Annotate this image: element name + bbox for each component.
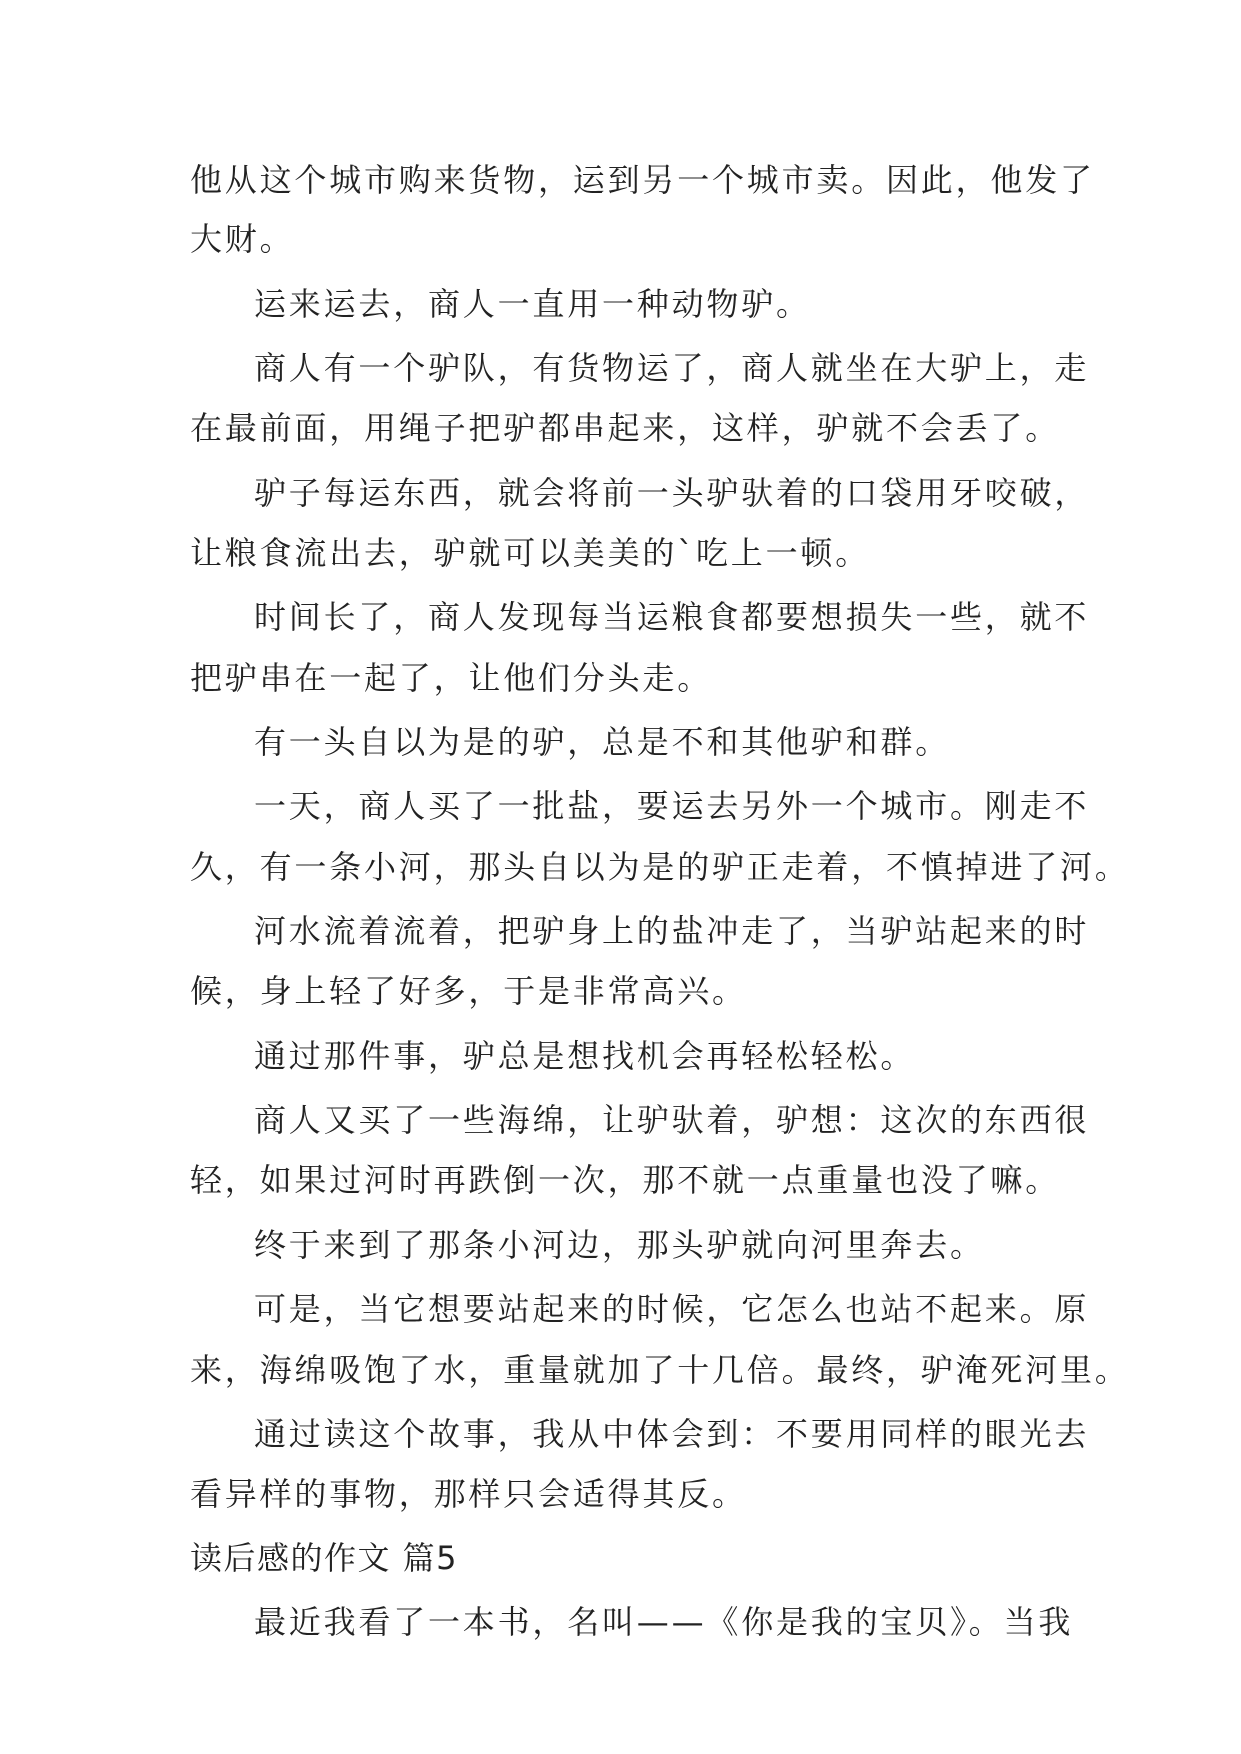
text-line: 大财。 — [190, 220, 295, 258]
text-line: 最近我看了一本书，名叫——《你是我的宝贝》。当我 — [254, 1603, 1074, 1641]
text-line: 一天，商人买了一批盐，要运去另外一个城市。刚走不 — [254, 787, 1090, 825]
text-line: 久，有一条小河，那头自以为是的驴正走着，不慎掉进了河。 — [190, 848, 1130, 886]
text-line: 时间长了，商人发现每当运粮食都要想损失一些，就不 — [254, 598, 1090, 636]
text-line: 驴子每运东西，就会将前一头驴驮着的口袋用牙咬破， — [254, 474, 1090, 512]
text-line: 商人有一个驴队，有货物运了，商人就坐在大驴上，走 — [254, 349, 1090, 387]
text-line: 终于来到了那条小河边，那头驴就向河里奔去。 — [254, 1226, 985, 1264]
text-line: 轻，如果过河时再跌倒一次，那不就一点重量也没了嘛。 — [190, 1161, 1061, 1199]
text-line: 看异样的事物，那样只会适得其反。 — [190, 1475, 747, 1513]
text-line: 通过那件事，驴总是想找机会再轻松轻松。 — [254, 1037, 916, 1075]
text-line: 让粮食流出去，驴就可以美美的`吃上一顿。 — [190, 534, 871, 572]
text-line: 把驴串在一起了，让他们分头走。 — [190, 659, 713, 697]
text-line: 商人又买了一些海绵，让驴驮着，驴想：这次的东西很 — [254, 1101, 1090, 1139]
text-line: 候，身上轻了好多，于是非常高兴。 — [190, 972, 747, 1010]
text-line: 在最前面，用绳子把驴都串起来，这样，驴就不会丢了。 — [190, 409, 1061, 447]
text-line: 运来运去，商人一直用一种动物驴。 — [254, 285, 811, 323]
section-heading: 读后感的作文 篇5 — [190, 1539, 459, 1577]
text-line: 可是，当它想要站起来的时候，它怎么也站不起来。原 — [254, 1290, 1090, 1328]
text-line: 有一头自以为是的驴，总是不和其他驴和群。 — [254, 723, 951, 761]
text-line: 河水流着流着，把驴身上的盐冲走了，当驴站起来的时 — [254, 912, 1090, 950]
text-line: 来，海绵吸饱了水，重量就加了十几倍。最终，驴淹死河里。 — [190, 1351, 1130, 1389]
text-line: 他从这个城市购来货物，运到另一个城市卖。因此，他发了 — [190, 161, 1095, 199]
text-line: 通过读这个故事，我从中体会到：不要用同样的眼光去 — [254, 1415, 1090, 1453]
